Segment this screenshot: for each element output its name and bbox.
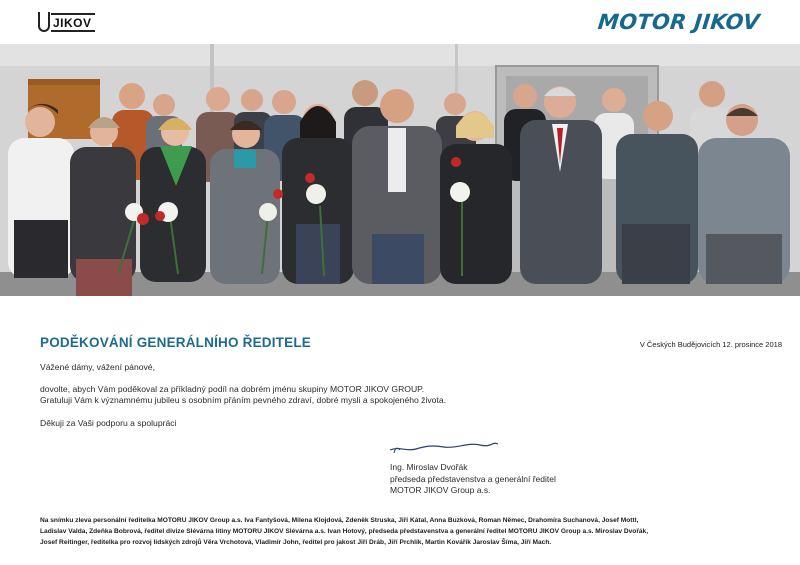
signer-role: předseda představenstva a generální ředitel	[390, 473, 556, 484]
group-photo	[0, 44, 800, 296]
place-date: V Českých Budějovicích 12. prosince 2018	[639, 340, 782, 349]
signer-name: Ing. Miroslav Dvořák	[390, 462, 468, 472]
closing-line: Děkuji za Vaši podporu a spolupráci	[40, 417, 177, 428]
motor-jikov-logo: MOTOR JIKOV	[597, 10, 762, 34]
signer-company: MOTOR JIKOV Group a.s.	[390, 485, 491, 495]
caption-line: Na snímku zleva personální ředitelka MOTORU JIKOV Group a.s. Iva Fantyšová, Milena Klojdová, Zdeněk Struska, Jiří Kátal, Anna Buzková, Roman Němec, Drahomíra Suchanová, Josef Mottl,	[40, 517, 639, 524]
j-mark-icon	[38, 12, 50, 32]
letter-body	[40, 362, 600, 429]
jikov-small-logo	[38, 11, 95, 33]
small-logo-text: JIKOV	[51, 13, 95, 32]
caption-line: Ladislav Valda, Zdeňka Bobrová, ředitel divize Slévárna litiny MOTORU JIKOV Slévárna a.s. Ivan Hotový, předseda představenstva a generální ředitel MOTORU JIKOV Group a.s. Miroslav Dvořák,	[40, 528, 649, 535]
photo-caption	[40, 515, 785, 548]
salutation: Vážené dámy, vážení pánové,	[40, 362, 155, 372]
signature-icon	[388, 436, 500, 458]
paragraph-congratulations: Gratuluji Vám k významnému jubileu s osobním přáním pevného zdraví, dobré mysli a spokojeného života.	[40, 395, 447, 405]
group-photo-icon	[0, 44, 800, 296]
paragraph-thanks: dovolte, abych Vám poděkoval za příkladný podíl na dobrém jménu skupiny MOTOR JIKOV GROUP.	[40, 383, 425, 394]
letter-header	[0, 0, 800, 44]
letter-title: PODĚKOVÁNÍ GENERÁLNÍHO ŘEDITELE	[40, 335, 311, 350]
caption-line: Josef Reitinger, ředitelka pro rozvoj lidských zdrojů Věra Vrchotová, Vladimír John, ředitel pro jakost Jiří Dráb, Jiří Prchlík, Martin Kovářík Jaroslav Šíma, Jiří Mach.	[40, 539, 552, 546]
signer-block	[390, 462, 556, 497]
